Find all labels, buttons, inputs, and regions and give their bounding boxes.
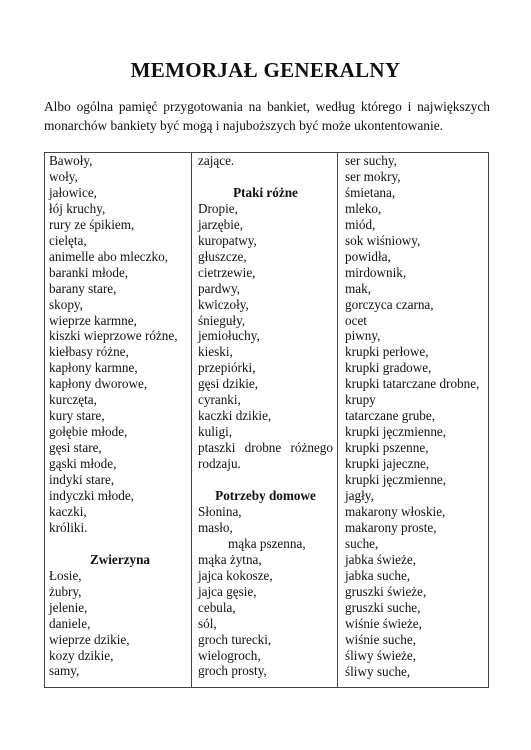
list-item: wielogroch, [198,647,261,663]
list-item: cielęta, [49,232,87,248]
column-2 [192,153,338,687]
list-item: ser suchy, [345,153,397,168]
meat-list [49,153,191,536]
list-item: masło, [198,519,233,535]
section-heading-potrzeby: Potrzeby domowe [215,487,316,503]
list-item: krupki perłowe, [345,344,429,360]
list-item: mak, [345,280,372,296]
game-list [49,568,191,680]
list-item: rury ze śpikiem, [49,216,135,232]
list-item: jelenie, [49,599,88,615]
list-item: groch turecki, [198,631,272,647]
list-item: kapłony karmne, [49,360,138,376]
list-item: kiełbasy różne, [49,344,129,360]
list-item: śliwy świeże, [345,647,417,663]
page-title: MEMORJAŁ GENERALNY [130,58,401,82]
list-item: krupy [345,392,376,408]
intro-paragraph: Albo ogólna pamięć przygotowania na bankiet, według którego i największych monarchów bankiety być mogą i najuboższych być może ukontentowanie. [44,99,490,133]
list-item: śliwy suche, [345,663,411,679]
household-list [198,504,333,536]
column-3 [338,153,488,687]
spacer [198,472,333,488]
list-item: gorczyca czarna, [345,296,434,312]
list-item: Łosie, [49,567,82,583]
list-item: sól, [198,615,217,631]
list-item: wieprze karmne, [49,312,137,328]
list-item: ocet [345,312,367,328]
list-item: krupki jęczmienne, [345,472,447,488]
list-item: gołębie młode, [49,424,128,440]
list-item: kwiczoły, [198,296,249,312]
list-item: gruszki suche, [345,599,421,615]
list-item: mąka pszenna, [228,535,306,551]
list-item: gąski młode, [49,456,117,472]
birds-list [198,201,333,440]
list-item: indyki stare, [49,472,115,488]
list-item: żubry, [49,583,82,599]
list-item: kuligi, [198,424,233,440]
list-item: łój kruchy, [49,200,106,216]
list-item: krupki pszenne, [345,440,429,456]
list-item: Bawoły, [49,153,93,168]
spacer [49,536,191,552]
list-item: głuszcze, [198,248,247,264]
list-item: kozy dzikie, [49,647,114,663]
list-item: rodzaju. [198,456,241,472]
list-item: jemiołuchy, [198,328,260,344]
list-item: krupki tatarczane drobne, [345,376,480,392]
list-item: gęsi dzikie, [198,376,259,392]
list-item: makarony włoskie, [345,503,446,519]
list-item: jarzębie, [198,216,244,232]
list-item: kurczęta, [49,392,97,408]
dairy-grains-list [345,153,488,679]
list-item: mleko, [345,200,382,216]
list-item: kapłony dworowe, [49,376,148,392]
list-item: ptaszki drobne różnego [198,440,333,456]
list-item: wieprze dzikie, [49,631,130,647]
list-item: ser mokry, [345,168,401,184]
list-item: krupki gradowe, [345,360,432,376]
list-item: indyczki młode, [49,488,134,504]
list-item: mąka żytna, [198,551,262,567]
list-item: jałowice, [49,184,97,200]
list-item: wiśnie świeże, [345,615,422,631]
list-item: kaczki dzikie, [198,408,272,424]
section-heading-ptaki: Ptaki różne [233,184,298,200]
list-item: samy, [49,663,80,679]
list-item: miód, [345,216,376,232]
list-item: jabka suche, [345,567,411,583]
list-item: Dropie, [198,200,238,216]
list-item: suche, [345,535,379,551]
list-item: jabka świeże, [345,551,417,567]
list-item: pardwy, [198,280,240,296]
list-item: kieski, [198,344,233,360]
list-item: cebula, [198,599,236,615]
column-1 [45,153,192,687]
list-item: cietrzewie, [198,264,256,280]
list-item: piwny, [345,328,381,344]
list-item: jagły, [345,488,374,504]
list-item: zające. [198,153,235,168]
list-item: krupki jajeczne, [345,456,430,472]
list-item: barany stare, [49,280,117,296]
list-item: mirdownik, [345,264,407,280]
list-item: kuropatwy, [198,232,257,248]
list-item: animelle abo mleczko, [49,248,169,264]
list-item: tatarczane grube, [345,408,436,424]
list-item: Słonina, [198,503,242,519]
list-item: gruszki świeże, [345,583,427,599]
list-item: śnieguły, [198,312,246,328]
list-item: woły, [49,168,78,184]
list-item: śmietana, [345,184,396,200]
list-item: makarony proste, [345,519,437,535]
provisions-table [44,152,489,688]
list-item: jajca gęsie, [198,583,257,599]
list-item: gęsi stare, [49,440,102,456]
list-item: kaczki, [49,503,87,519]
list-item: sok wiśniowy, [345,232,421,248]
list-item: przepiórki, [198,360,256,376]
list-item: króliki. [49,519,88,535]
list-item: kiszki wieprzowe różne, [49,328,178,344]
list-item: skopy, [49,296,83,312]
household-list-2 [198,552,333,680]
list-item: kury stare, [49,408,105,424]
list-item: baranki młode, [49,264,129,280]
list-item: groch prosty, [198,663,267,679]
list-item: krupki jęczmienne, [345,424,447,440]
list-item: cyranki, [198,392,241,408]
section-heading-zwierzyna: Zwierzyna [89,551,151,567]
list-item: daniele, [49,615,91,631]
spacer [198,169,333,185]
list-item: wiśnie suche, [345,631,417,647]
list-item: jajca kokosze, [198,567,273,583]
list-item: powidła, [345,248,391,264]
